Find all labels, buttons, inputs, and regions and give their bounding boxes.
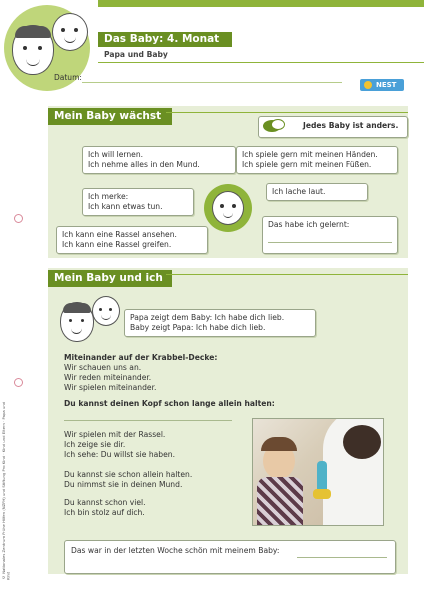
text-line: Wir spielen mit der Rassel. [64,430,166,439]
baby-face-icon [92,296,120,326]
section1-heading: Mein Baby wächst [48,108,172,125]
text-line: Wir spielen miteinander. [64,383,157,392]
bubble-line: Ich nehme alles in den Mund. [88,160,200,169]
block2-title: Du kannst deinen Kopf schon lange allein halten: [64,399,275,408]
baby-center-icon [204,184,252,232]
sun-icon [364,81,372,89]
text-line: Ich sehe: Du willst sie haben. [64,450,176,459]
papa-baby-icon [60,296,122,344]
text-line: Wir reden miteinander. [64,373,152,382]
bubble-merke [82,188,194,216]
papa-face-icon [12,25,54,75]
section1-heading-line [166,112,408,113]
divider-line [64,420,232,421]
punch-hole-bottom [14,378,23,387]
baby-face-icon [212,191,244,225]
bubble-lache [266,183,368,201]
bubble-line: Ich lache laut. [272,187,326,196]
bubble-line: Ich spiele gern mit meinen Händen. [242,150,378,159]
footer-bubble[interactable] [64,540,396,574]
page-title: Das Baby: 4. Monat [104,33,220,45]
brand-name: NEST [376,81,397,89]
date-field[interactable] [82,82,342,83]
bubble-prompt: Das habe ich gelernt: [268,220,350,229]
bubble-haende [236,146,398,174]
intro-line: Baby zeigt Papa: Ich habe dich lieb. [130,323,266,332]
section2-heading: Mein Baby und ich [48,270,172,287]
bubble-lernen [82,146,236,174]
date-label: Datum: [54,73,82,82]
bubble-line: Ich kann eine Rassel greifen. [62,240,172,249]
bubble-line: Ich merke: [88,192,129,201]
block1-title: Miteinander auf der Krabbel-Decke: [64,353,218,362]
bubble-rassel [56,226,208,254]
intro-bubble [124,309,316,337]
text-line: Du kannst schon viel. [64,498,146,507]
section2-heading-line [166,274,408,275]
papa-face-icon [60,302,94,342]
text-line: Ich bin stolz auf dich. [64,508,145,517]
text-line: Wir schauen uns an. [64,363,142,372]
footer-answer-line[interactable] [297,557,387,558]
side-copyright: © Nationales Zentrum Frühe Hilfen (NZFH) und Stiftung Pro Kind · Kind und Eltern · Papa und Kind [1,401,11,580]
text-line: Du nimmst sie in deinen Mund. [64,480,183,489]
punch-hole-top [14,214,23,223]
rattle-text [64,430,175,460]
header-divider [98,62,424,63]
motto-text: Jedes Baby ist anders. [303,121,399,130]
block1-text [64,363,156,393]
answer-line[interactable] [268,242,392,243]
footer-prompt: Das war in der letzten Woche schön mit meinem Baby: [71,546,280,555]
bubble-line: Ich will lernen. [88,150,144,159]
text-line: Ich zeige sie dir. [64,440,126,449]
intro-line: Papa zeigt dem Baby: Ich habe dich lieb. [130,313,285,322]
photo-baby-with-father [252,418,384,526]
header-top-bar [98,0,424,7]
bubble-gelernt[interactable] [262,216,398,254]
alone-text [64,470,192,490]
proud-text [64,498,146,518]
bubble-line: Ich kann etwas tun. [88,202,163,211]
bubble-line: Ich spiele gern mit meinen Füßen. [242,160,372,169]
bubble-line: Ich kann eine Rassel ansehen. [62,230,177,239]
text-line: Du kannst sie schon allein halten. [64,470,193,479]
page-subtitle: Papa und Baby [104,50,168,59]
brand-logo [360,79,404,91]
baby-face-icon [52,13,88,51]
motto-bubble [258,116,408,138]
